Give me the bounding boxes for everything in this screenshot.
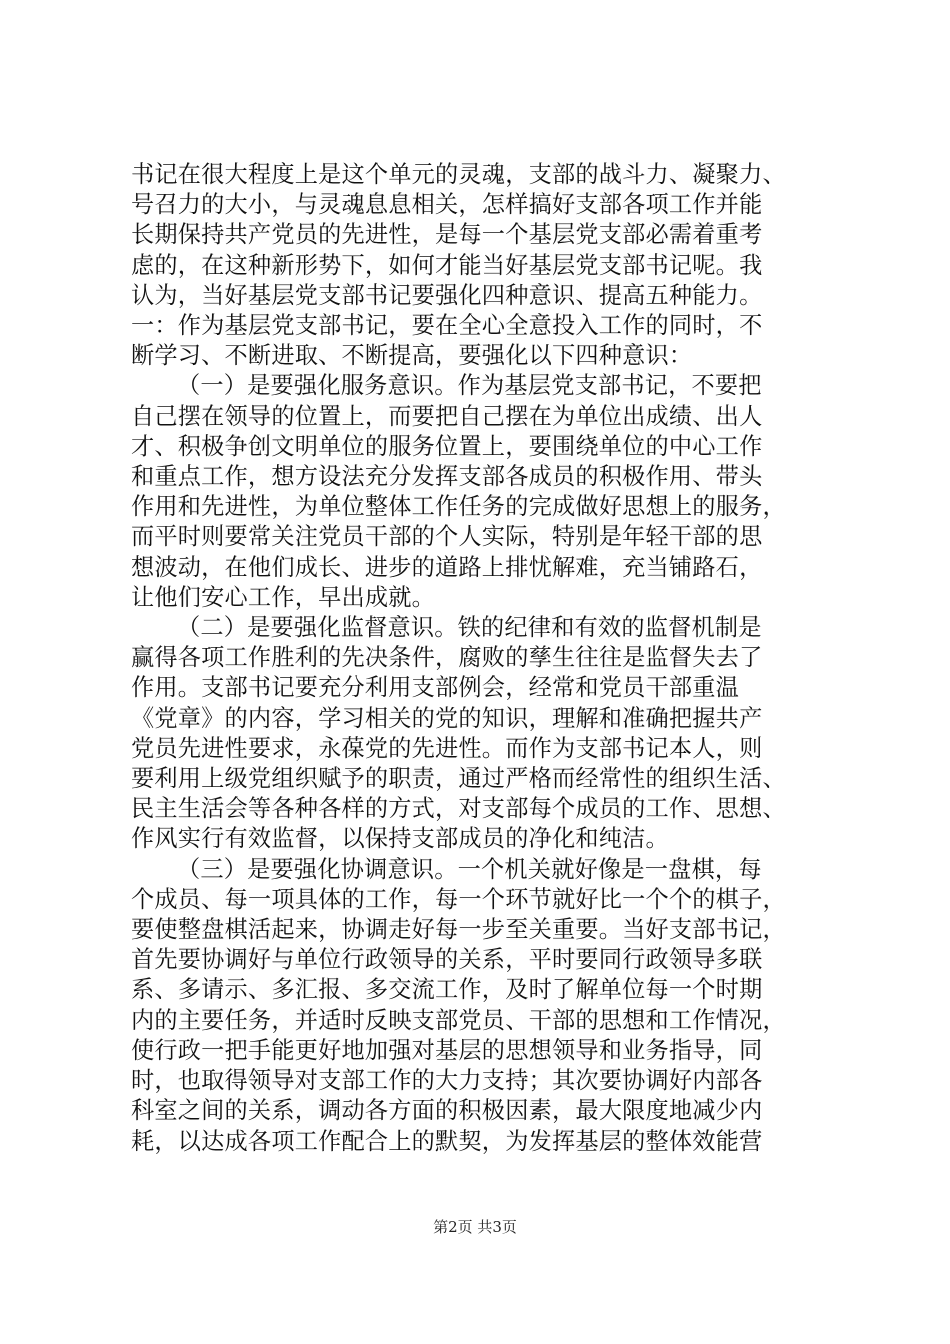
text-line: 内的主要任务，并适时反映支部党员、干部的思想和工作情况， <box>131 1006 786 1034</box>
text-line: 赢得各项工作胜利的先决条件，腐败的孳生往往是监督失去了 <box>131 644 763 672</box>
text-line: 《党章》的内容，学习相关的党的知识，理解和准确把握共产 <box>131 704 763 732</box>
paragraph-start-line: （一）是要强化服务意识。作为基层党支部书记，不要把 <box>177 372 762 400</box>
text-line: 首先要协调好与单位行政领导的关系，平时要同行政领导多联 <box>131 946 763 974</box>
text-line: 认为，当好基层党支部书记要强化四种意识、提高五种能力。 <box>131 281 763 309</box>
paragraph-start-line: （三）是要强化协调意识。一个机关就好像是一盘棋，每 <box>177 855 762 883</box>
text-line: 作风实行有效监督，以保持支部成员的净化和纯洁。 <box>131 825 669 853</box>
text-line: 而平时则要常关注党员干部的个人实际，特别是年轻干部的思 <box>131 523 763 551</box>
text-line: 和重点工作，想方设法充分发挥支部各成员的积极作用、带头 <box>131 463 763 491</box>
page-footer: 第2页 共3页 <box>433 1218 517 1236</box>
text-line: 长期保持共产党员的先进性，是每一个基层党支部必需着重考 <box>131 221 763 249</box>
text-line: 虑的，在这种新形势下，如何才能当好基层党支部书记呢。我 <box>131 251 763 279</box>
text-line: 一：作为基层党支部书记，要在全心全意投入工作的同时，不 <box>131 312 763 340</box>
text-line: 作用和先进性，为单位整体工作任务的完成做好思想上的服务， <box>131 493 786 521</box>
text-line: 民主生活会等各种各样的方式，对支部每个成员的工作、思想、 <box>131 795 786 823</box>
text-line: 书记在很大程度上是这个单元的灵魂，支部的战斗力、凝聚力、 <box>131 161 786 188</box>
text-line: 耗，以达成各项工作配合上的默契，为发挥基层的整体效能营 <box>131 1127 763 1155</box>
text-line: 让他们安心工作，早出成就。 <box>131 583 436 611</box>
text-line: 才、积极争创文明单位的服务位置上，要围绕单位的中心工作 <box>131 432 763 460</box>
text-line: 个成员、每一项具体的工作，每一个环节就好比一个个的棋子， <box>131 885 786 913</box>
text-line: 时，也取得领导对支部工作的大力支持；其次要协调好内部各 <box>131 1067 763 1095</box>
paragraph-start-line: （二）是要强化监督意识。铁的纪律和有效的监督机制是 <box>177 614 762 642</box>
text-line: 使行政一把手能更好地加强对基层的思想领导和业务指导，同 <box>131 1036 763 1064</box>
text-line: 断学习、不断进取、不断提高，要强化以下四种意识： <box>131 342 693 370</box>
text-line: 想波动，在他们成长、进步的道路上排忧解难，充当铺路石， <box>131 553 763 581</box>
text-line: 要使整盘棋活起来，协调走好每一步至关重要。当好支部书记， <box>131 916 786 944</box>
text-line: 号召力的大小，与灵魂息息相关，怎样搞好支部各项工作并能 <box>131 191 763 219</box>
text-line: 科室之间的关系，调动各方面的积极因素，最大限度地减少内 <box>131 1097 763 1125</box>
text-line: 自己摆在领导的位置上，而要把自己摆在为单位出成绩、出人 <box>131 402 763 430</box>
text-line: 作用。支部书记要充分利用支部例会，经常和党员干部重温 <box>131 674 740 702</box>
document-body <box>131 160 831 1157</box>
text-line: 要利用上级党组织赋予的职责，通过严格而经常性的组织生活、 <box>131 765 786 793</box>
text-line: 党员先进性要求，永葆党的先进性。而作为支部书记本人，则 <box>131 734 763 762</box>
text-line: 系、多请示、多汇报、多交流工作，及时了解单位每一个时期 <box>131 976 763 1004</box>
